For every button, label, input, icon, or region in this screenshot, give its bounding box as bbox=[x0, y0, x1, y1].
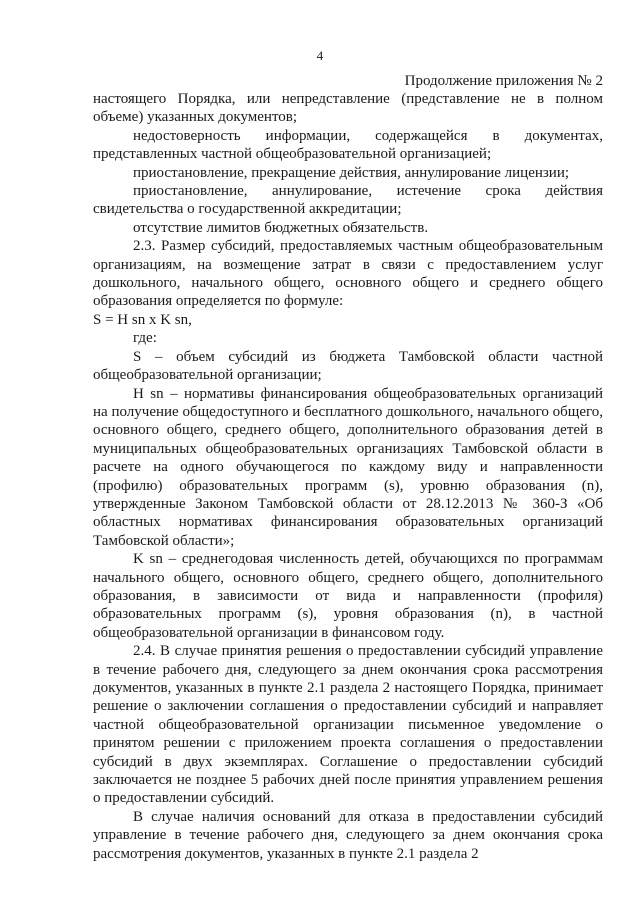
formula: S = H sn x K sn, bbox=[93, 311, 192, 328]
paragraph: настоящего Порядка, или непредставление (представление не в полном объеме) указанных документов; bbox=[93, 91, 603, 126]
paragraph: приостановление, прекращение действия, аннулирование лицензии; bbox=[133, 164, 570, 181]
paragraph: K sn – среднегодовая численность детей, обучающихся по программам начального общего, основного общего, среднего общего, дополнительного образования, в зависимости от вида и направленности (профиля) образовательных программ (s), уровня образования (n), в частной общеобразовательной организации в финансовом году. bbox=[93, 551, 603, 641]
paragraph: 2.4. В случае принятия решения о предоставлении субсидий управление в течение рабочего дня, следующего за днем окончания срока рассмотрения документов, указанных в пункте 2.1 раздела 2 настоящего Порядка, принимает решение о заключении соглашения о предоставлении субсидий и направляет частной общеобразовательной организации письменное уведомление о принятом решении с приложением проекта соглашения о предоставлении субсидий в двух экземплярах. Соглашение о предоставлении субсидий заключается не позднее 5 рабочих дней после принятия управлением решения о предоставлении субсидий. bbox=[93, 643, 603, 807]
paragraph: где: bbox=[133, 330, 157, 347]
document-body bbox=[93, 90, 603, 863]
paragraph: 2.3. Размер субсидий, предоставляемых частным общеобразовательным организациям, на возмещение затрат в связи с предоставлением услуг дошкольного, начального общего, основного общего и среднего общего образования определяется по формуле: bbox=[93, 238, 603, 310]
paragraph: В случае наличия оснований для отказа в предоставлении субсидий управление в течение рабочего дня, следующего за днем окончания срока рассмотрения документов, указанных в пункте 2.1 раздела 2 bbox=[93, 808, 603, 862]
paragraph: приостановление, аннулирование, истечение срока действия свидетельства о государственной аккредитации; bbox=[93, 183, 603, 218]
page-number: 4 bbox=[316, 48, 324, 63]
appendix-note: Продолжение приложения № 2 bbox=[404, 73, 603, 89]
paragraph: отсутствие лимитов бюджетных обязательств. bbox=[133, 219, 429, 236]
paragraph: H sn – нормативы финансирования общеобразовательных организаций на получение общедоступного и бесплатного дошкольного, начального общего, основного общего, среднего общего, дополнительного образования детей в муниципальных общеобразовательных организациях Тамбовской области в расчете на одного обучающегося по каждому виду и направленности (профилю) образовательных программ (s), уровню образования (n), утвержденные Законом Тамбовской области от 28.12.2013 № 360-З «Об областных нормативах финансирования образовательных организаций Тамбовской области»; bbox=[93, 385, 603, 549]
paragraph: S – объем субсидий из бюджета Тамбовской области частной общеобразовательной организации; bbox=[93, 348, 603, 384]
paragraph: недостоверность информации, содержащейся в документах, представленных частной общеобразовательной организацией; bbox=[93, 127, 603, 163]
